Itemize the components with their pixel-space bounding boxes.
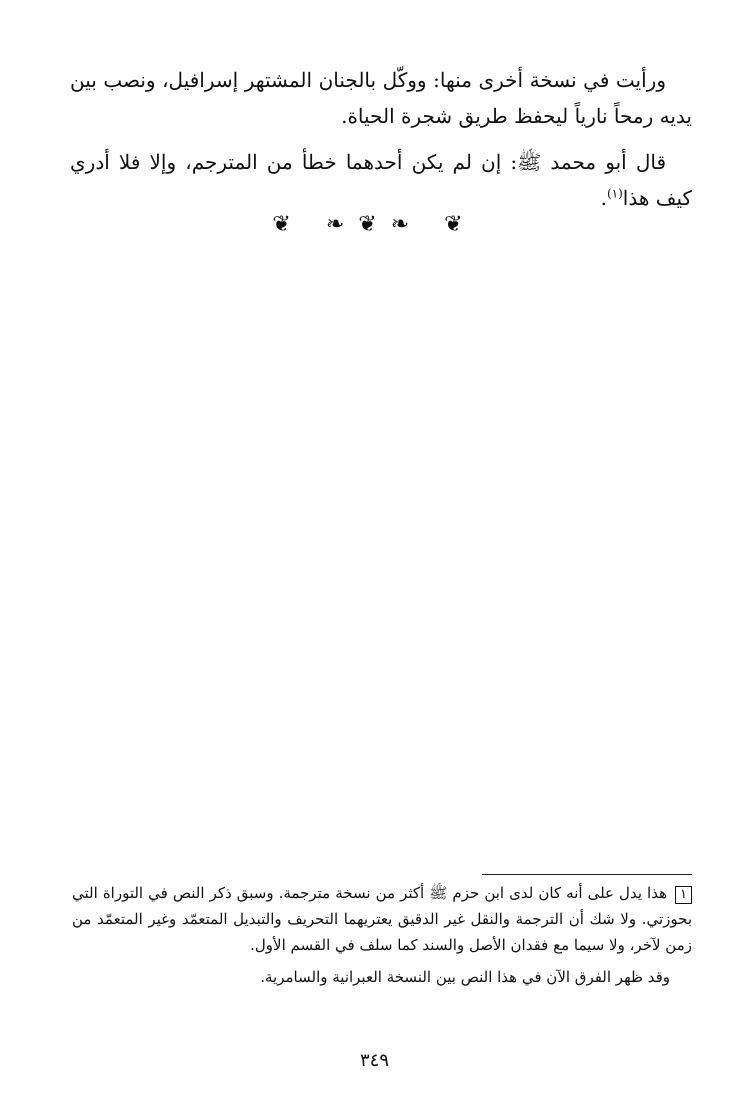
page-number: ٣٤٩ — [359, 1050, 389, 1071]
section-divider-ornament: ❦ ❧❦❧ ❦ — [272, 212, 477, 237]
footnotes — [72, 880, 692, 990]
paragraph-2-text: قال أبو محمد ﷺ: إن لم يكن أحدهما خطأ من المترجم، وإلا فلا أدري كيف هذا — [70, 150, 692, 210]
footnote-1-continuation: وقد ظهر الفرق الآن في هذا النص بين النسخة العبرانية والسامرية. — [260, 968, 670, 986]
paragraph-2-end: . — [600, 186, 607, 210]
footnote-1-text: هذا يدل على أنه كان لدى ابن حزم ﷺ أكثر من نسخة مترجمة. وسبق ذكر النص في التوراة التي بحوزتي. ولا شك أن الترجمة والنقل غير الدقيق يعتريهما التحريف والتبديل المتعمّد وغير المتعمّد من زمن لآخر، ولا سيما مع فقدان الأصل والسند كما سلف في القسم الأول. — [72, 884, 692, 954]
paragraph-1: ورأيت في نسخة أخرى منها: ووكّل بالجنان المشتهر إسرافيل، ونصب بين يديه رمحاً نارياً ليحفظ طريق شجرة الحياة. — [70, 68, 692, 128]
footnote-number: ١ — [675, 886, 692, 904]
main-text — [70, 62, 692, 226]
footnote-reference[interactable]: (١) — [606, 186, 623, 201]
paragraph-2 — [70, 144, 692, 216]
footnote-1 — [72, 880, 692, 958]
footnote-rule — [482, 874, 692, 875]
